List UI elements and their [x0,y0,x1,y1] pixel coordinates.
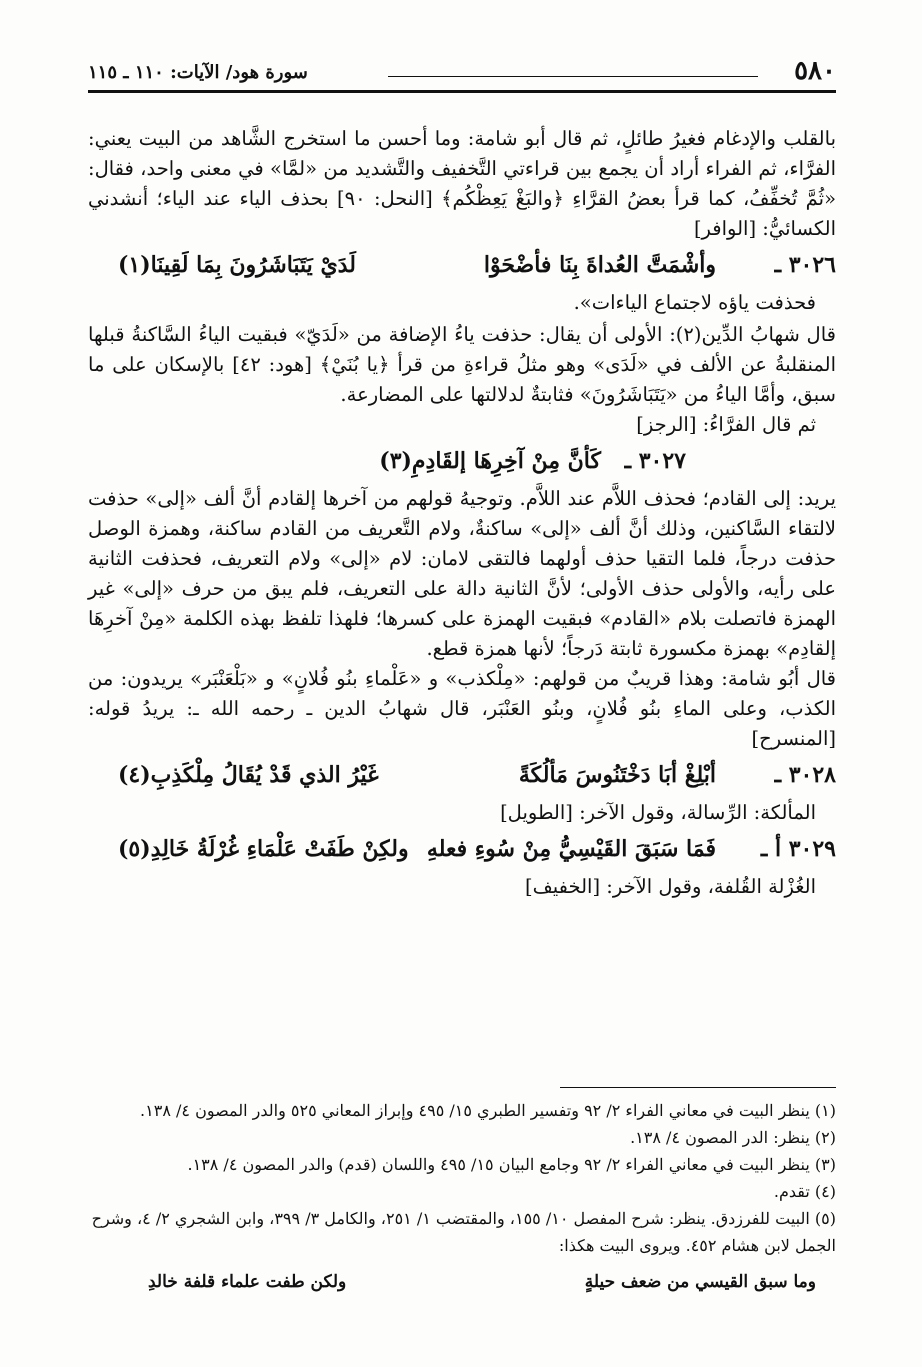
verse-hemistich-first: فَمَا سَبَقَ القَيْسِيُّ مِنْ سُوءِ فعلهِ [426,836,716,862]
paragraph: المألكة: الرِّسالة، وقول الآخر: [الطويل] [500,801,816,824]
paragraph: الغُزْلة القُلفة، وقول الآخر: [الخفيف] [524,875,816,898]
verse-3029 [88,830,836,870]
verse-hemistich-second: ولكن طفت علماء قلفة خالدِ [148,1272,347,1292]
verse-3027 [88,442,836,482]
page-number: ٥٨٠ [794,56,836,86]
verse-hemistich-first: وما سبق القيسي من ضعف حيلةٍ [584,1272,816,1292]
footnote: (٣) ينظر البيت في معاني الفراء ٢/ ٩٢ وجامع البيان ١٥/ ٤٩٥ واللسان (قدم) والدر المصون ٤/ ١٣٨. [187,1155,836,1174]
page-header [88,52,836,90]
verse-3028 [88,756,836,796]
paragraph: بالقلب والإدغام فغيرُ طائلٍ، ثم قال أبو شامة: وما أحسن ما استخرج الشَّاهد من البيت يعني: الفرَّاء، ثم الفراء أراد أن يجمع بين قراءتي التَّخفيف والتَّشديد من «لمَّا» في معنى واحد، فقال: «ثُمَّ تُخفِّفُ، كما قرأ بعضُ القرَّاءِ ﴿والبَغْ يَعِظْكُم﴾ [النحل: ٩٠] بحذف الياء عند الياء؛ أنشدني الكسائيُّ: [الوافر] [88,127,836,240]
verse-hemistich-second: لَدَيْ يَتَبَاشَرُونَ بِمَا لَقِينَا(١) [118,252,356,278]
footnotes [88,1097,836,1295]
verse-hemistich-second: غَيْرُ الذي قَدْ يُقَالُ مِلْكَذِبِ(٤) [118,762,379,788]
verse-hemistich-first: وأشْمَتَّ العُداةَ بِنَا فأضْحَوْا [483,252,716,278]
header-rule-thin [388,76,758,77]
footnote: (٤) تقدم. [773,1182,836,1201]
verse-number: ٣٠٢٩ أ ـ [760,836,836,862]
verse-hemistich-first: أبْلِغْ أبَا دَخْتَنُوسَ مَألُكَةً [518,762,716,788]
paragraph: قال شهابُ الدِّين(٢): الأولى أن يقال: حذفت ياءُ الإضافة من «لَدَيّ» فبقيت الياءُ السَّاكنةُ قبلها المنقلبةُ عن الألف في «لَدَى» وهو مثلُ قراءةِ من قرأ ﴿يا بُنَيْ﴾ [هود: ٤٢] بالإسكان على ما سبق، وأمَّا الياءُ من «يَتَبَاشَرُونَ» فثابتةٌ لدلالتها على المضارعة. [88,323,836,406]
verse-hemistich-second: ولكِنْ طَفَتْ عَلْمَاءِ غُرْلَةُ خَالِدِ(٥) [118,836,409,862]
verse-number: ٣٠٢٦ ـ [774,252,836,278]
footnote-verse [88,1263,836,1295]
footnote: (١) ينظر البيت في معاني الفراء ٢/ ٩٢ وتفسير الطبري ١٥/ ٤٩٥ وإبراز المعاني ٥٢٥ والدر المصون ٤/ ١٣٨. [140,1101,836,1120]
header-rule [88,90,836,93]
footnote-separator [560,1087,836,1088]
paragraph: فحذفت ياؤه لاجتماع الياءات». [573,291,816,314]
paragraph: قال أبُو شامة: وهذا قريبٌ من قولهم: «مِلْكذب» و «عَلْماءِ بنُو فُلانٍ» و «بَلْعَنْبَر» يريدون: من الكذب، وعلى الماءِ بنُو فُلانٍ، وبنُو العَنْبَر، قال شهابُ الدين ـ رحمه الله ـ: يريدُ قوله: [المنسرح] [88,667,836,750]
verse-3026 [88,246,836,286]
verse-number: ٣٠٢٧ ـ [624,448,686,474]
running-title: سورة هود/ الآيات: ١١٠ ـ ١١٥ [88,62,308,83]
main-text [88,124,836,904]
paragraph: يريد: إلى القادم؛ فحذف اللاَّم عند اللاَّم. وتوجيهُ قولهم من آخرها إلقادم أنَّ ألف «إلى» حذفت لالتقاء السَّاكنين، وذلك أنَّ ألف «إلى» ساكنةٌ، ولام التَّعريف من القادم ساكنة، وهمزة الوصل حذفت درجاً، فلما التقيا حذف أولهما فالتقى لامان: لام «إلى» ولام التعريف، فحذفت الثانية على رأيه، والأولى حذف الأولى؛ لأنَّ الثانية دالة على التعريف، فلم يبق من حرف «إلى» غير الهمزة فاتصلت بلام «القادم» فبقيت الهمزة على كسرها؛ فلهذا تلفظ بهذه الكلمة «مِنْ آخرِهَا إلقادِم» بهمزة مكسورة ثابتة دَرجاً؛ لأنها همزة قطع. [88,487,836,660]
footnote: (٥) البيت للفرزدق. ينظر: شرح المفصل ١٠/ ١٥٥، والمقتضب ١/ ٢٥١، والكامل ٣/ ٣٩٩، وابن الشجري ٢/ ٤، وشرح الجمل لابن هشام ٤٥٢. ويروى البيت هكذا: [91,1209,836,1255]
paragraph: ثم قال الفرَّاءُ: [الرجز] [636,413,816,436]
verse-hemistich-first: كَأنَّ مِنْ آخِرِهَا إلقَادِمِ(٣) [379,448,601,474]
verse-number: ٣٠٢٨ ـ [774,762,836,788]
footnote: (٢) ينظر: الدر المصون ٤/ ١٣٨. [630,1128,836,1147]
